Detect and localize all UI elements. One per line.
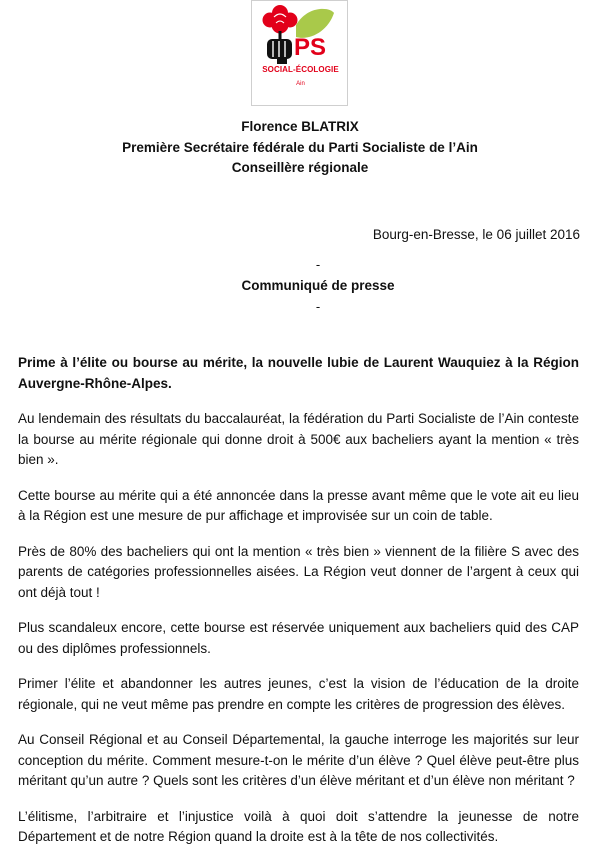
- paragraph: Primer l’élite et abandonner les autres jeunes, c’est la vision de l’éducation de la droite régionale, qui ne veut même pas prendre en compte les critères de progression des élèves.: [18, 676, 579, 712]
- separator-bottom: -: [315, 299, 321, 314]
- press-release-label: Communiqué de presse: [241, 278, 395, 293]
- paragraph: Au lendemain des résultats du baccalauréat, la fédération du Parti Socialiste de l’Ain conteste la bourse au mérite régionale qui donne droit à 500€ aux bacheliers ayant la mention « très bien ».: [18, 411, 579, 467]
- separator-top: -: [315, 257, 321, 272]
- logo-sub: Ain: [296, 81, 305, 87]
- paragraph: Près de 80% des bacheliers qui ont la mention « très bien » viennent de la filière S avec des parents de catégories professionnelles aisées. La Région veut donner de l’argent à ceux qui ont déjà tout !: [18, 543, 579, 600]
- paragraph: Plus scandaleux encore, cette bourse est réservée uniquement aux bacheliers quid des CAP ou des diplômes professionnels.: [18, 620, 579, 656]
- press-release-title: Prime à l’élite ou bourse au mérite, la nouvelle lubie de Laurent Wauquiez à la Région Auvergne-Rhône-Alpes.: [18, 355, 579, 391]
- sender-title: Conseillère régionale: [231, 160, 369, 175]
- logo-brand: PS: [294, 34, 327, 61]
- sender-header: [0, 117, 600, 179]
- paragraph: Au Conseil Régional et au Conseil Départemental, la gauche interroge les majorités sur leur conception du mérite. Comment mesure-t-on le mérite d’un élève ? Quel élève peut-être plus méritant qu’un autre ? Quels sont les critères d’un élève méritant et d’un élève non méritant ?: [18, 732, 579, 788]
- press-release-body: [18, 353, 579, 863]
- date-line: Bourg-en-Bresse, le 06 juillet 2016: [372, 227, 580, 242]
- logo-tagline: SOCIAL-ÉCOLOGIE: [262, 65, 339, 74]
- ps-logo: [251, 0, 348, 106]
- paragraph: L’élitisme, l’arbitraire et l’injustice voilà à quoi doit s’attendre la jeunesse de notre Département et de notre Région quand la droite est à la tête de nos collectivités.: [18, 808, 579, 844]
- sender-name: Florence BLATRIX: [241, 119, 359, 134]
- sender-role: Première Secrétaire fédérale du Parti Socialiste de l’Ain: [122, 139, 478, 155]
- paragraph: Cette bourse au mérite qui a été annoncée dans la presse avant même que le vote ait eu lieu à la Région est une mesure de pur affichage et improvisée sur un coin de table.: [18, 487, 579, 523]
